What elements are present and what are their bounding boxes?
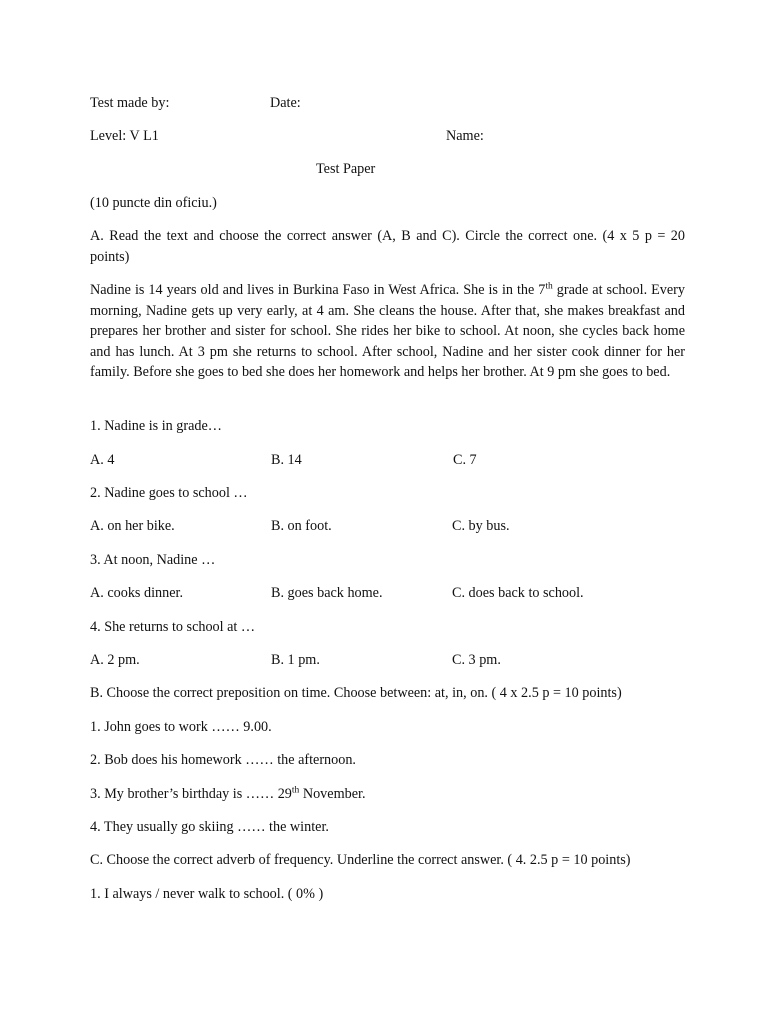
section-b-item-4: 4. They usually go skiing …… the winter.	[90, 819, 329, 835]
date-label: Date:	[270, 95, 301, 111]
page-title: Test Paper	[316, 161, 376, 177]
item-3-text: 3. My brother’s birthday is …… 29	[90, 786, 292, 802]
reading-passage	[90, 280, 685, 383]
question-3: 3. At noon, Nadine …	[90, 552, 216, 568]
question-2: 2. Nadine goes to school …	[90, 485, 248, 501]
question-3-option-c: C. does back to school.	[452, 585, 584, 601]
section-c-item-1: 1. I always / never walk to school. ( 0% )	[90, 886, 324, 902]
question-1-option-b: B. 14	[271, 452, 302, 468]
passage-superscript: th	[545, 281, 553, 292]
made-by-label: Test made by:	[90, 95, 170, 111]
question-1-option-a: A. 4	[90, 452, 115, 468]
question-2-option-b: B. on foot.	[271, 518, 332, 534]
question-2-option-a: A. on her bike.	[90, 518, 175, 534]
question-4-option-c: C. 3 pm.	[452, 652, 501, 668]
name-label: Name:	[446, 128, 484, 144]
item-3-superscript: th	[291, 785, 300, 796]
section-a-instruction: A. Read the text and choose the correct answer (A, B and C). Circle the correct one. (4 x 5 p = 20 points)	[90, 228, 685, 265]
section-b-item-3	[90, 784, 366, 805]
question-4: 4. She returns to school at …	[90, 619, 256, 635]
passage-text-rest: grade at school. Every morning, Nadine gets up very early, at 4 am. She cleans the house. After that, she makes breakfast and prepares her brother and sister for school. She rides her bike to school. At noon, she cycles back home and has lunch. At 3 pm she returns to school. After school, Nadine and her sister cook dinner for her family. Before she goes to bed she does her homework and helps her brother. At 9 pm she goes to bed.	[90, 282, 685, 380]
section-c-instruction: C. Choose the correct adverb of frequency. Underline the correct answer. ( 4. 2.5 p = 10 points)	[90, 852, 631, 868]
passage-text-start: Nadine is 14 years old and lives in Burkina Faso in West Africa. She is in the 7	[90, 282, 546, 298]
question-2-option-c: C. by bus.	[452, 518, 510, 534]
question-3-option-a: A. cooks dinner.	[90, 585, 183, 601]
item-3-text-end: November.	[299, 786, 366, 802]
question-4-option-b: B. 1 pm.	[271, 652, 320, 668]
section-b-instruction: B. Choose the correct preposition on time. Choose between: at, in, on. ( 4 x 2.5 p = 10 points)	[90, 685, 622, 701]
section-b-item-2: 2. Bob does his homework …… the afternoon.	[90, 752, 356, 768]
level-label: Level: V L1	[90, 128, 159, 144]
question-4-option-a: A. 2 pm.	[90, 652, 140, 668]
oficiu-note: (10 puncte din oficiu.)	[90, 195, 217, 211]
question-1: 1. Nadine is in grade…	[90, 418, 222, 434]
section-b-item-1: 1. John goes to work …… 9.00.	[90, 719, 272, 735]
question-1-option-c: C. 7	[453, 452, 477, 468]
question-3-option-b: B. goes back home.	[271, 585, 383, 601]
